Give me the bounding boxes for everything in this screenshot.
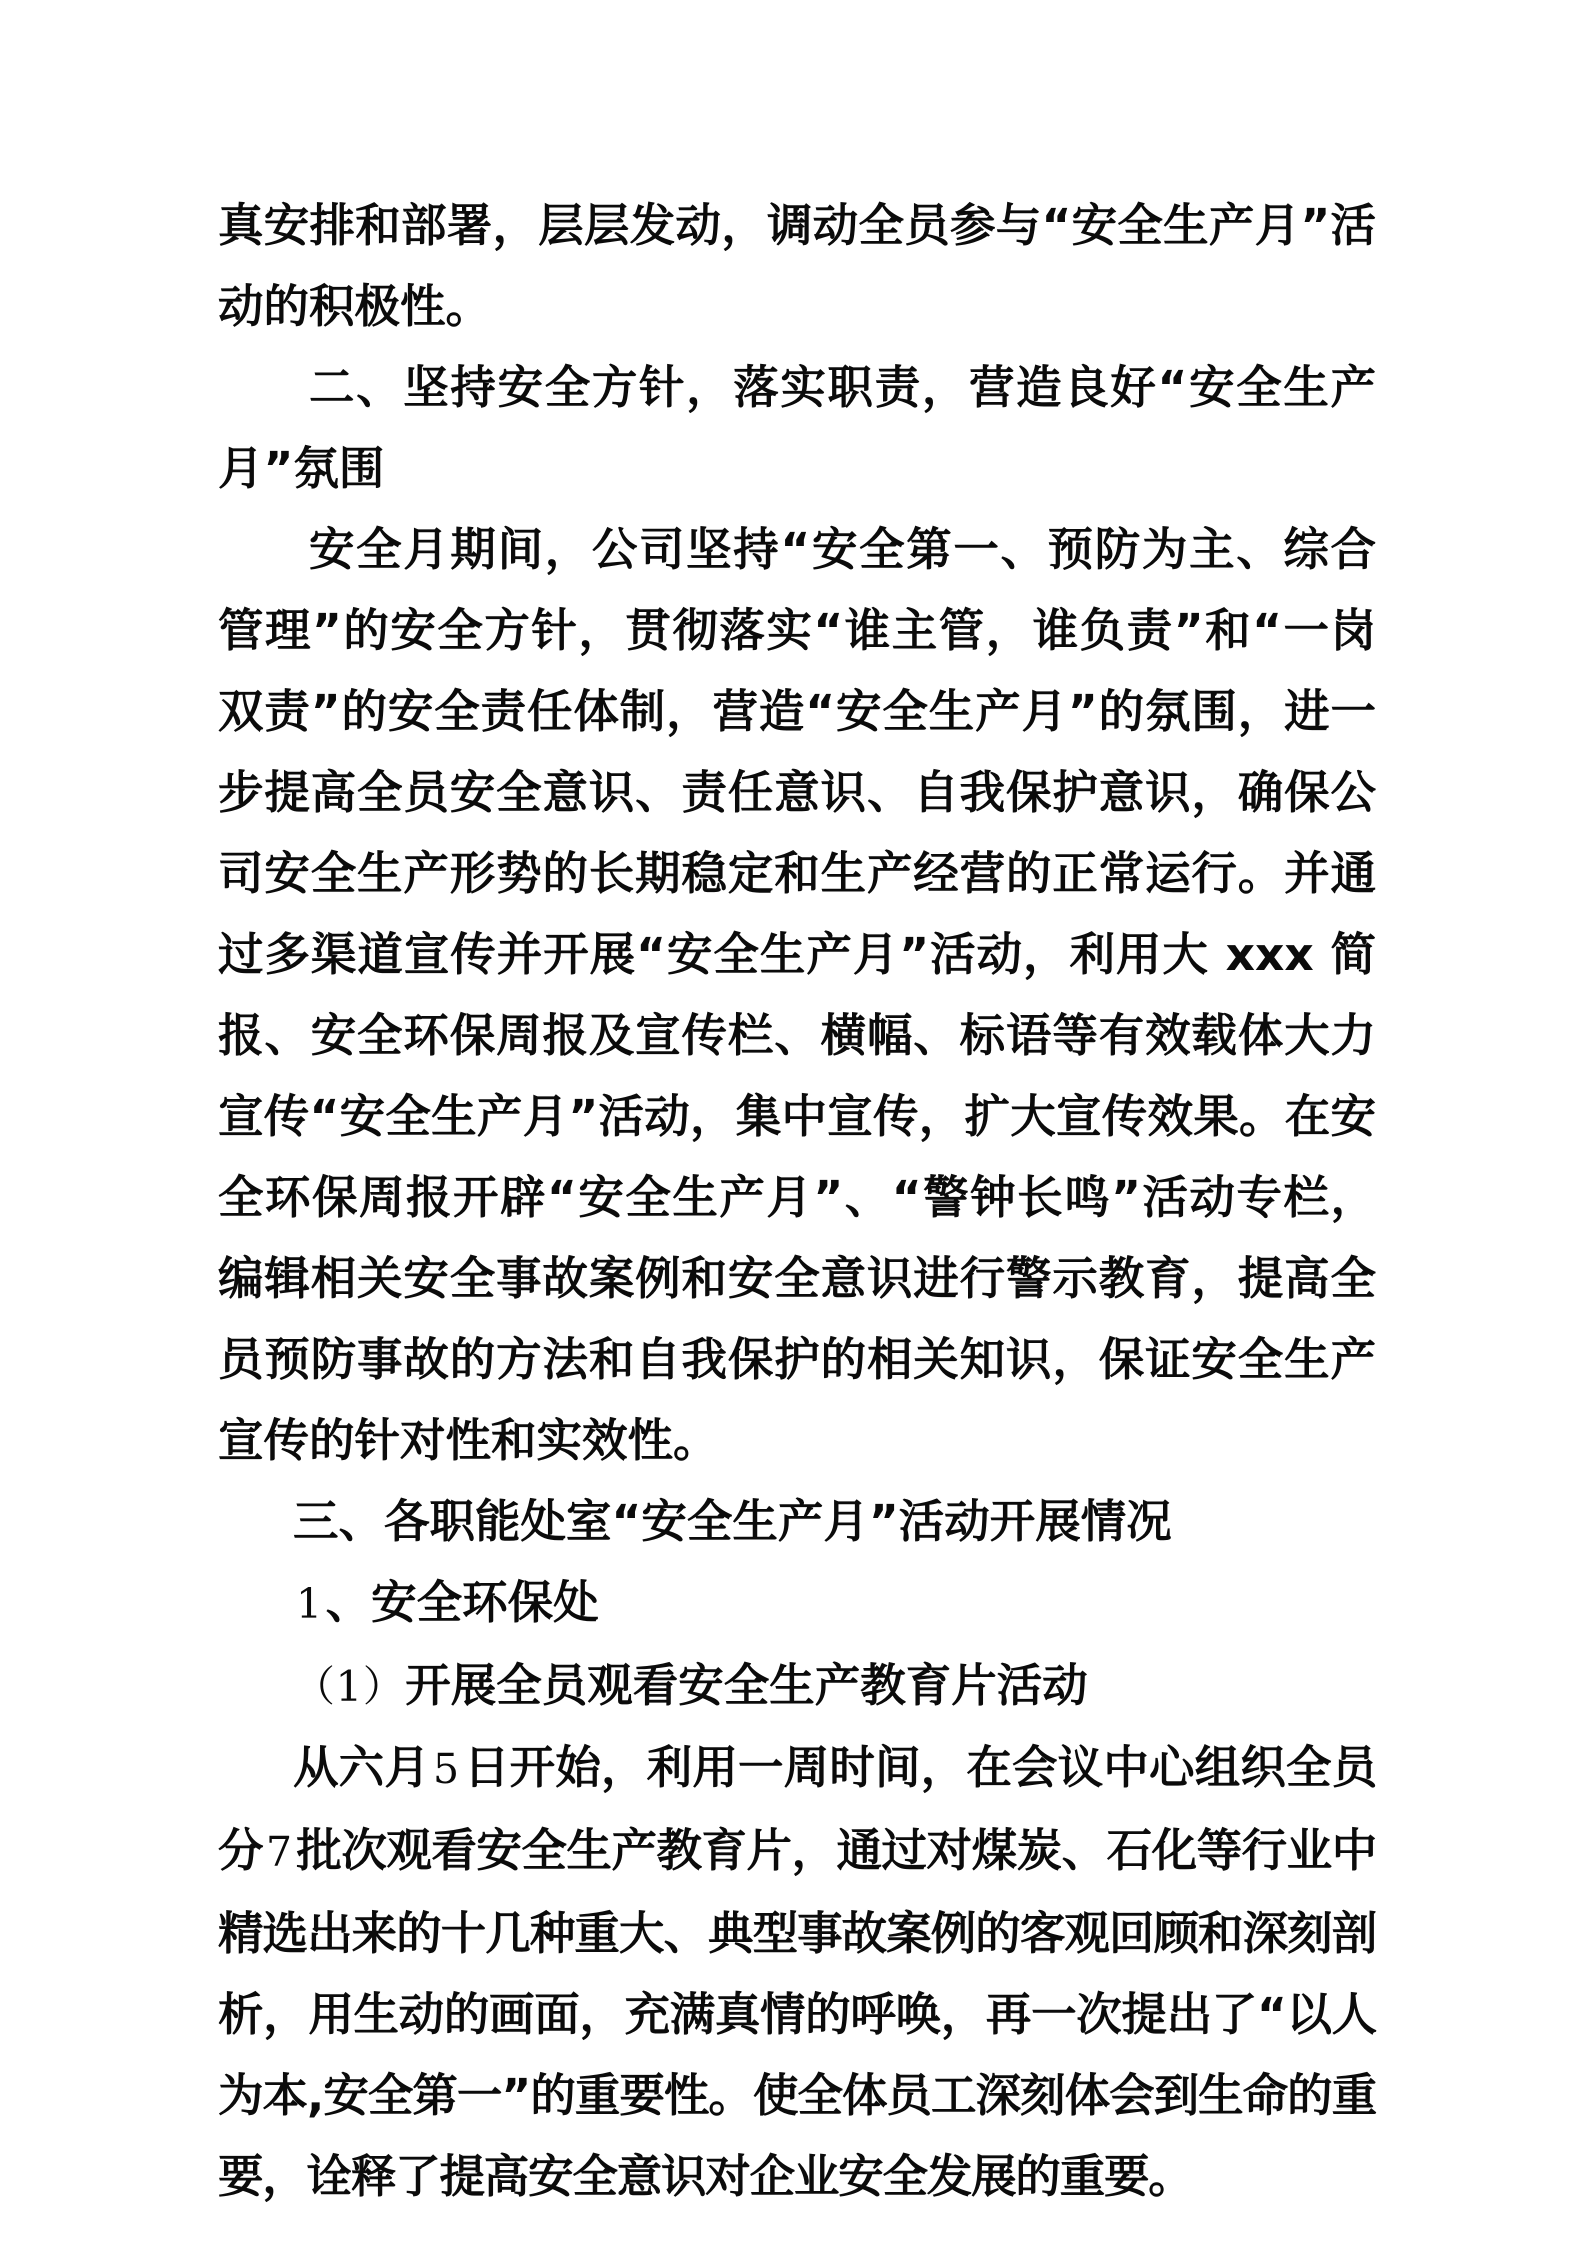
paragraph-education-film bbox=[218, 1727, 1376, 2217]
text-run-latin-day: 5 bbox=[433, 1745, 460, 1793]
list-item-marker-suffix: 、 bbox=[325, 1576, 372, 1629]
section-heading-three: 三、各职能处室“安全生产月”活动开展情况 bbox=[293, 1495, 1172, 1548]
text-run-cjk-3: 批次观看安全生产教育片，通过对煤炭、石化等行业中精选出来的十几种重大、典型事故案例的客观回顾和深刻剖析，用生动的画面，充满真情的呼唤，再一次提出了“以人为本,安全第一”的重要性。使全体员工深刻体会到生命的重要，诠释了提高安全意识对企业安全发展的重要。 bbox=[218, 1824, 1377, 2203]
list-item-marker: 1 bbox=[296, 1580, 323, 1628]
list-item-safety-env-dept bbox=[218, 1562, 1376, 1645]
text-run-cjk-2: 日开始，利用一周时间，在会议中心组织全员分 bbox=[218, 1741, 1376, 1877]
text-run-latin-batches: 7 bbox=[266, 1828, 293, 1876]
paragraph-safety-policy: 安全月期间，公司坚持“安全第一、预防为主、综合管理”的安全方针，贯彻落实“谁主管，谁负责”和“一岗双责”的安全责任体制，营造“安全生产月”的氛围，进一步提高全员安全意识、责任意识、自我保护意识，确保公司安全生产形势的长期稳定和生产经营的正常运行。并通过多渠道宣传并开展“安全生产月”活动，利用大 xxx 简报、安全环保周报及宣传栏、横幅、标语等有效载体大力宣传“安全生产月”活动，集中宣传，扩大宣传效果。在安全环保周报开辟“安全生产月”、“警钟长鸣”活动专栏，编辑相关安全事故案例和安全意识进行警示教育，提高全员预防事故的方法和自我保护的相关知识，保证安全生产宣传的针对性和实效性。 bbox=[218, 523, 1376, 1467]
list-item-label: 安全环保处 bbox=[371, 1576, 599, 1629]
document-text-column bbox=[218, 185, 1376, 2217]
sub-list-item-label: 开展全员观看安全生产教育片活动 bbox=[405, 1659, 1088, 1712]
sub-list-item-education-film bbox=[218, 1645, 1376, 1727]
text-run-cjk-1: 从六月 bbox=[293, 1741, 431, 1794]
paragraph-continued: 真安排和部署，层层发动，调动全员参与“安全生产月”活动的积极性。 bbox=[218, 199, 1376, 333]
section-heading-two: 二、坚持安全方针，落实职责，营造良好“安全生产月”氛围 bbox=[218, 361, 1376, 495]
sub-list-item-marker: （1） bbox=[293, 1662, 406, 1711]
